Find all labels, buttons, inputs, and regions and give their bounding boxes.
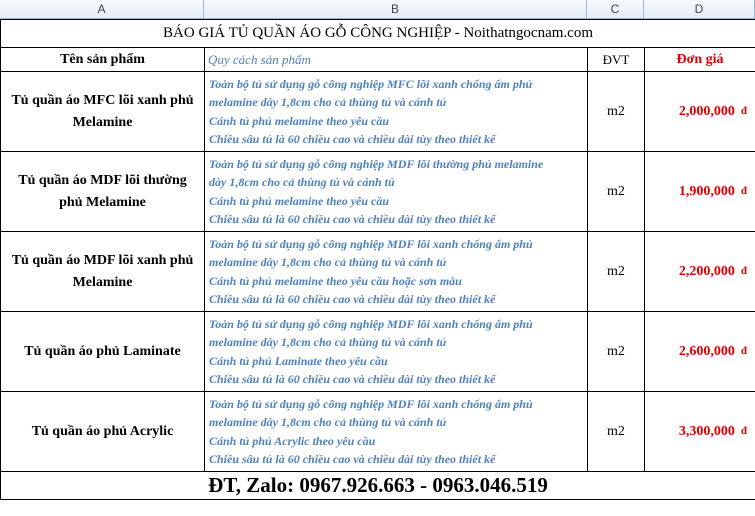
column-header-strip	[0, 0, 755, 19]
spec-line: Cánh tủ phủ melamine theo yêu cầu	[209, 113, 390, 128]
spec-line: Toàn bộ tủ sử dụng gỗ công nghiệp MDF lõi xanh chống ẩm phủ	[209, 236, 533, 251]
product-price-cell[interactable]	[645, 312, 755, 392]
table-row	[1, 232, 755, 312]
price-value: 2,600,000	[678, 343, 735, 359]
spec-line: dày 1,8cm cho cả thùng tủ và cánh tủ	[209, 175, 395, 189]
spec-line: melamine dày 1,8cm cho cả thùng tủ và cánh tủ	[209, 335, 447, 349]
column-header-c[interactable]: C	[587, 0, 644, 18]
table-row	[1, 152, 755, 232]
product-rows	[1, 72, 755, 472]
product-unit-cell[interactable]: m2	[588, 312, 645, 392]
price-value: 2,200,000	[678, 263, 735, 279]
product-unit-cell[interactable]: m2	[588, 392, 645, 472]
spec-line: Cánh tủ phủ Acrylic theo yêu cầu	[209, 433, 376, 448]
spec-line: Chiều sâu tủ là 60 chiều cao và chiều dài tùy theo thiết kế	[209, 132, 496, 146]
spec-line: Toàn bộ tủ sử dụng gỗ công nghiệp MDF lõi xanh chống ẩm phủ	[209, 396, 533, 411]
price-value: 2,000,000	[678, 103, 735, 119]
column-header-a[interactable]: A	[0, 0, 204, 18]
price-table	[0, 19, 755, 500]
spec-line: Chiều sâu tủ là 60 chiều cao và chiều dài tùy theo thiết kế	[209, 292, 496, 306]
product-name-cell[interactable]: Tủ quần áo MDF lõi xanh phủ Melamine	[1, 232, 205, 312]
price-value: 1,900,000	[678, 183, 735, 199]
currency-symbol: đ	[740, 184, 748, 197]
currency-symbol: đ	[740, 264, 748, 277]
spec-line: melamine dày 1,8cm cho cả thùng tủ và cánh tủ	[209, 95, 447, 109]
product-price-cell[interactable]	[645, 152, 755, 232]
spec-line: Cánh tủ phủ Laminate theo yêu cầu	[209, 353, 388, 368]
spec-line: Toàn bộ tủ sử dụng gỗ công nghiệp MFC lõi xanh chống ẩm phủ	[209, 76, 533, 91]
product-name-cell[interactable]: Tủ quần áo MDF lõi thường phủ Melamine	[1, 152, 205, 232]
product-spec-cell[interactable]	[205, 392, 588, 472]
product-unit-cell[interactable]: m2	[588, 152, 645, 232]
spec-line: Toàn bộ tủ sử dụng gỗ công nghiệp MDF lõi thường phủ melamine	[209, 156, 544, 171]
product-name-cell[interactable]: Tủ quần áo MFC lõi xanh phủ Melamine	[1, 72, 205, 152]
product-spec-cell[interactable]	[205, 232, 588, 312]
column-header-d[interactable]: D	[644, 0, 755, 18]
spec-line: Cánh tủ phủ melamine theo yêu cầu	[209, 193, 390, 208]
product-unit-cell[interactable]: m2	[588, 72, 645, 152]
product-spec-cell[interactable]	[205, 152, 588, 232]
currency-symbol: đ	[740, 344, 748, 357]
spec-line: melamine dày 1,8cm cho cả thùng tủ và cánh tủ	[209, 255, 447, 269]
header-row	[1, 48, 755, 72]
spec-line: Chiều sâu tủ là 60 chiều cao và chiều dài tùy theo thiết kế	[209, 452, 496, 466]
spec-line: Toàn bộ tủ sử dụng gỗ công nghiệp MDF lõi xanh chống ẩm phủ	[209, 316, 533, 331]
spec-line: Chiều sâu tủ là 60 chiều cao và chiều dài tùy theo thiết kế	[209, 372, 496, 386]
currency-symbol: đ	[740, 424, 748, 437]
table-title[interactable]: BÁO GIÁ TỦ QUẦN ÁO GỖ CÔNG NGHIỆP - Noithatngocnam.com	[1, 20, 755, 48]
spec-line: Cánh tủ phủ melamine theo yêu cầu hoặc sơn màu	[209, 273, 462, 288]
header-price-cell[interactable]: Đơn giá	[645, 48, 755, 72]
product-price-cell[interactable]	[645, 392, 755, 472]
table-row	[1, 72, 755, 152]
table-row	[1, 392, 755, 472]
product-spec-cell[interactable]	[205, 72, 588, 152]
table-row	[1, 312, 755, 392]
column-header-b[interactable]: B	[204, 0, 587, 18]
spec-line: Chiều sâu tủ là 60 chiều cao và chiều dài tùy theo thiết kế	[209, 212, 496, 226]
spec-line: melamine dày 1,8cm cho cả thùng tủ và cánh tủ	[209, 415, 447, 429]
product-spec-cell[interactable]	[205, 312, 588, 392]
product-price-cell[interactable]	[645, 232, 755, 312]
header-spec-cell[interactable]: Quy cách sản phẩm	[205, 48, 588, 72]
product-name-cell[interactable]: Tủ quần áo phủ Laminate	[1, 312, 205, 392]
header-name-cell[interactable]: Tên sản phẩm	[1, 48, 205, 72]
header-unit-cell[interactable]: ĐVT	[588, 48, 645, 72]
product-unit-cell[interactable]: m2	[588, 232, 645, 312]
contact-footer[interactable]: ĐT, Zalo: 0967.926.663 - 0963.046.519	[1, 472, 755, 500]
product-name-cell[interactable]: Tủ quần áo phủ Acrylic	[1, 392, 205, 472]
price-value: 3,300,000	[678, 423, 735, 439]
product-price-cell[interactable]	[645, 72, 755, 152]
currency-symbol: đ	[740, 104, 748, 117]
